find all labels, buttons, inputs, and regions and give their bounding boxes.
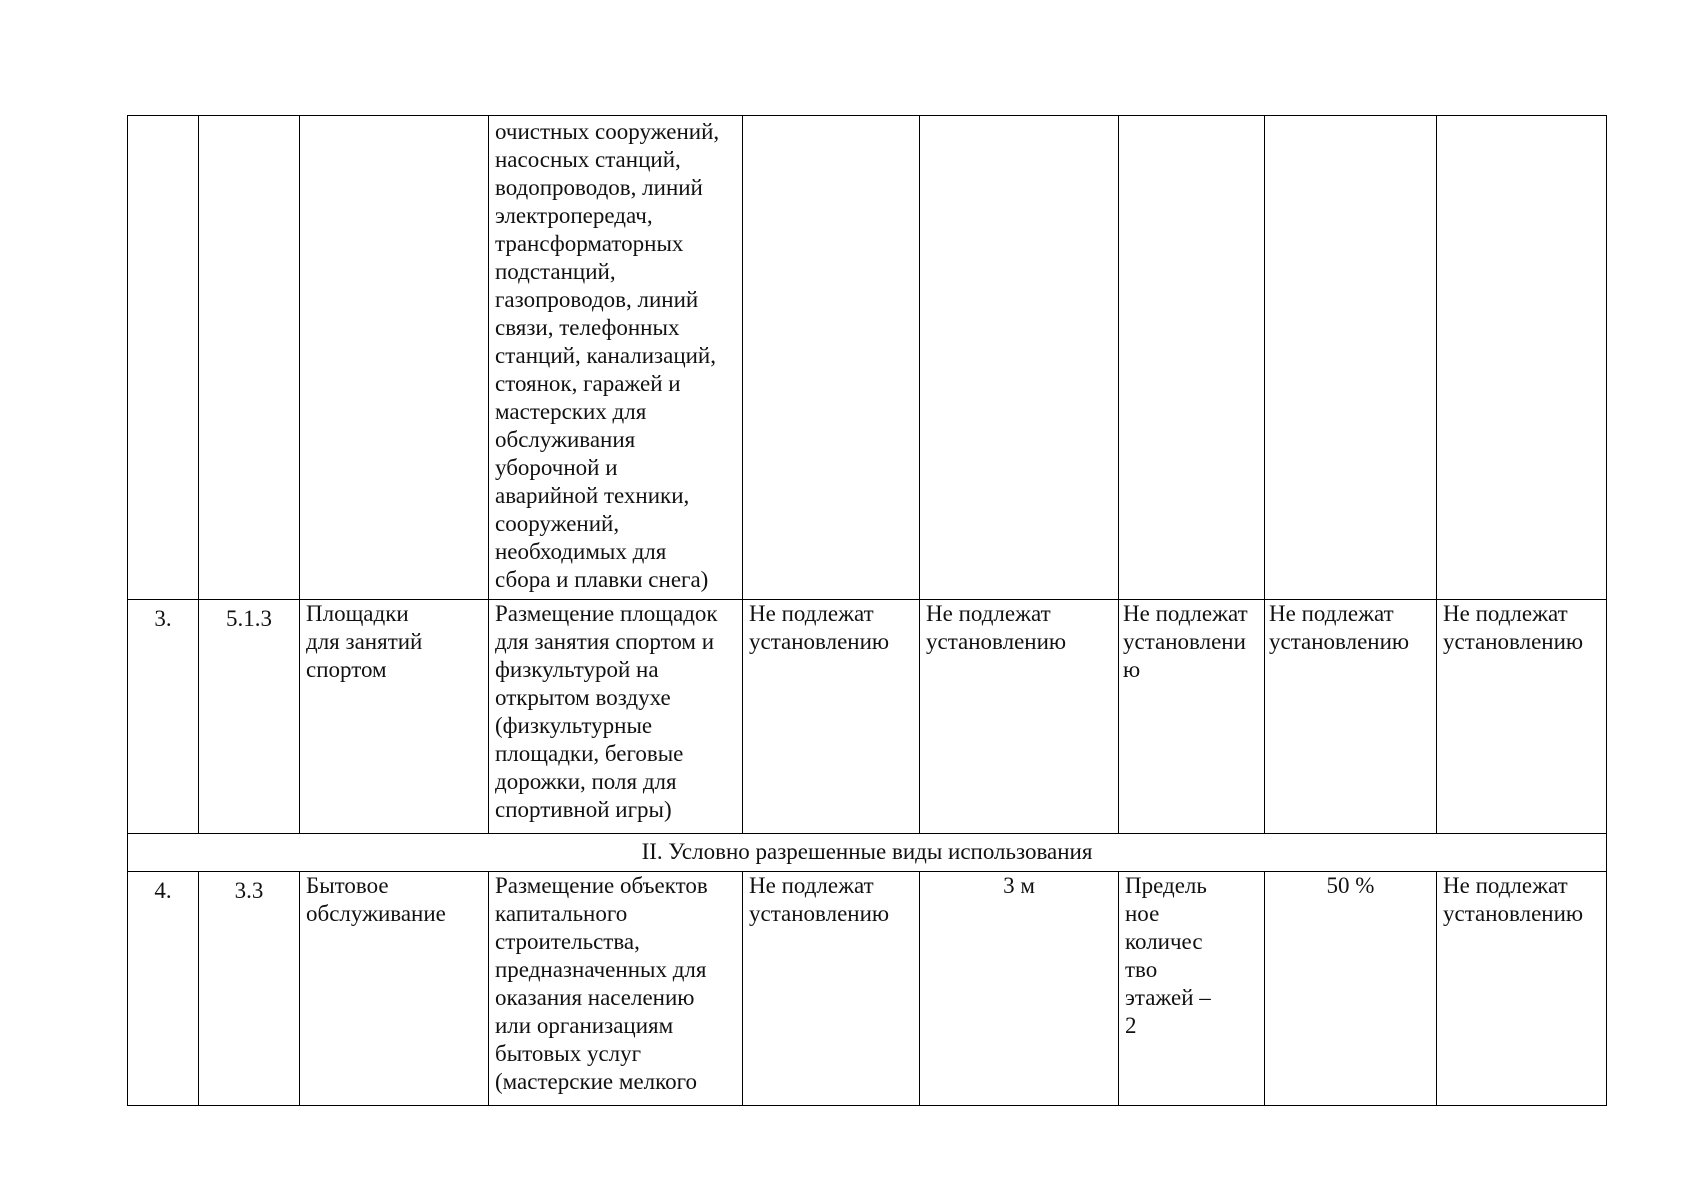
- cell-param-4: 50 %: [1265, 872, 1437, 1106]
- cell-number: 4.: [128, 872, 199, 1106]
- cell-number: 3.: [128, 600, 199, 834]
- cell-param-3: Предель ное количес тво этажей – 2: [1119, 872, 1265, 1106]
- cell-number: [128, 116, 199, 600]
- cell-name: Бытовое обслуживание: [300, 872, 489, 1106]
- cell-param-2: 3 м: [920, 872, 1119, 1106]
- cell-param-1: Не подлежат установлению: [743, 600, 920, 834]
- cell-param-3: [1119, 116, 1265, 600]
- table-row: [128, 116, 1607, 600]
- cell-param-5: Не подлежат установлению: [1437, 600, 1607, 834]
- cell-code: 5.1.3: [199, 600, 300, 834]
- table-row: [128, 600, 1607, 834]
- cell-description: очистных сооружений, насосных станций, водопроводов, линий электропередач, трансформаторных подстанций, газопроводов, линий связи, телефонных станций, канализаций, стоянок, гаражей и мастерских для обслуживания уборочной и аварийной техники, сооружений, необходимых для сбора и плавки снега): [489, 116, 743, 600]
- cell-param-1: [743, 116, 920, 600]
- section-heading-row: [128, 834, 1607, 872]
- cell-param-3: Не подлежат установлени ю: [1119, 600, 1265, 834]
- cell-param-4: Не подлежат установлению: [1265, 600, 1437, 834]
- cell-param-2: Не подлежат установлению: [920, 600, 1119, 834]
- table-row: [128, 872, 1607, 1106]
- cell-name: Площадки для занятий спортом: [300, 600, 489, 834]
- cell-param-5: [1437, 116, 1607, 600]
- cell-code: 3.3: [199, 872, 300, 1106]
- cell-name: [300, 116, 489, 600]
- cell-param-1: Не подлежат установлению: [743, 872, 920, 1106]
- land-use-table: [127, 115, 1607, 1106]
- cell-code: [199, 116, 300, 600]
- section-heading: II. Условно разрешенные виды использования: [128, 834, 1607, 872]
- cell-param-5: Не подлежат установлению: [1437, 872, 1607, 1106]
- cell-param-4: [1265, 116, 1437, 600]
- cell-description: Размещение объектов капитального строительства, предназначенных для оказания населению или организациям бытовых услуг (мастерские мелкого: [489, 872, 743, 1106]
- cell-description: Размещение площадок для занятия спортом и физкультурой на открытом воздухе (физкультурные площадки, беговые дорожки, поля для спортивной игры): [489, 600, 743, 834]
- cell-param-2: [920, 116, 1119, 600]
